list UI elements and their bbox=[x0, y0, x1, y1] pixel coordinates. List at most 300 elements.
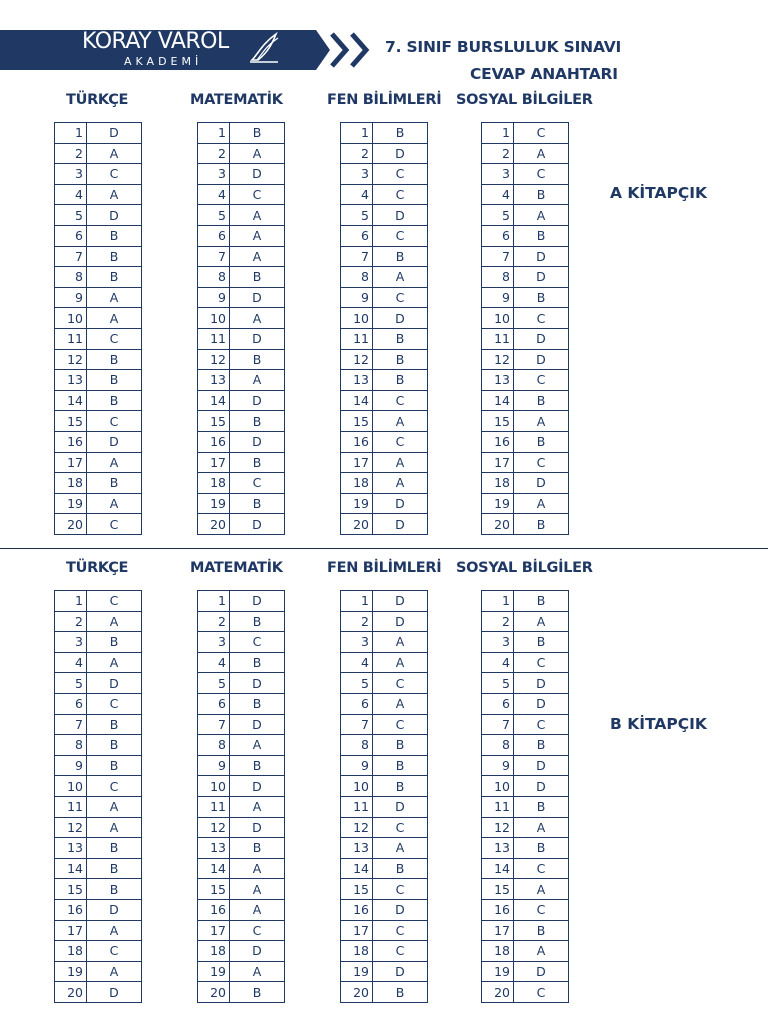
answer-cell: A bbox=[373, 838, 428, 859]
answer-cell: B bbox=[514, 632, 569, 653]
question-number: 16 bbox=[482, 899, 514, 920]
answer-cell: B bbox=[87, 390, 142, 411]
question-number: 5 bbox=[482, 673, 514, 694]
subject-heading-turkce: TÜRKÇE bbox=[66, 92, 129, 108]
table-row bbox=[198, 328, 285, 349]
question-number: 13 bbox=[482, 370, 514, 391]
answer-cell: D bbox=[87, 673, 142, 694]
table-row bbox=[341, 817, 428, 838]
answer-cell: B bbox=[87, 755, 142, 776]
answer-cell: A bbox=[514, 411, 569, 432]
answer-cell: D bbox=[230, 164, 285, 185]
table-row bbox=[341, 308, 428, 329]
table-row bbox=[55, 941, 142, 962]
question-number: 10 bbox=[55, 776, 87, 797]
table-row bbox=[198, 961, 285, 982]
table-row bbox=[55, 308, 142, 329]
question-number: 2 bbox=[55, 143, 87, 164]
answer-cell: C bbox=[373, 673, 428, 694]
table-row bbox=[482, 287, 569, 308]
answer-cell: B bbox=[230, 123, 285, 144]
double-chevron-icon bbox=[328, 30, 374, 70]
table-row bbox=[55, 735, 142, 756]
answer-cell: D bbox=[373, 205, 428, 226]
question-number: 15 bbox=[55, 879, 87, 900]
answer-cell: B bbox=[230, 611, 285, 632]
table-row bbox=[341, 514, 428, 535]
answer-cell: C bbox=[514, 370, 569, 391]
answer-cell: D bbox=[230, 776, 285, 797]
question-number: 14 bbox=[55, 858, 87, 879]
table-row bbox=[341, 493, 428, 514]
table-row bbox=[55, 920, 142, 941]
answer-cell: B bbox=[87, 370, 142, 391]
question-number: 11 bbox=[198, 796, 230, 817]
brand-subtitle: AKADEMİ bbox=[124, 55, 203, 68]
table-row bbox=[482, 899, 569, 920]
question-number: 9 bbox=[55, 755, 87, 776]
table-row bbox=[482, 514, 569, 535]
table-row bbox=[55, 390, 142, 411]
answer-cell: D bbox=[514, 961, 569, 982]
question-number: 15 bbox=[198, 411, 230, 432]
question-number: 5 bbox=[55, 673, 87, 694]
answer-cell: C bbox=[87, 693, 142, 714]
answer-cell: B bbox=[514, 184, 569, 205]
answer-cell: B bbox=[230, 267, 285, 288]
answer-cell: C bbox=[230, 184, 285, 205]
table-row bbox=[55, 796, 142, 817]
question-number: 17 bbox=[482, 452, 514, 473]
table-row bbox=[341, 858, 428, 879]
answer-cell: A bbox=[514, 817, 569, 838]
answer-cell: B bbox=[230, 652, 285, 673]
table-row bbox=[198, 205, 285, 226]
question-number: 12 bbox=[341, 349, 373, 370]
table-row bbox=[341, 205, 428, 226]
question-number: 3 bbox=[55, 164, 87, 185]
answer-cell: A bbox=[230, 225, 285, 246]
question-number: 1 bbox=[341, 591, 373, 612]
answer-cell: C bbox=[514, 652, 569, 673]
answer-cell: D bbox=[230, 514, 285, 535]
table-row bbox=[482, 611, 569, 632]
question-number: 18 bbox=[198, 941, 230, 962]
question-number: 7 bbox=[482, 714, 514, 735]
table-row bbox=[341, 735, 428, 756]
table-row bbox=[198, 652, 285, 673]
question-number: 5 bbox=[341, 205, 373, 226]
answer-cell: D bbox=[373, 611, 428, 632]
question-number: 16 bbox=[55, 899, 87, 920]
answer-cell: D bbox=[373, 591, 428, 612]
answer-cell: B bbox=[373, 328, 428, 349]
subject-heading-turkce: TÜRKÇE bbox=[66, 560, 129, 576]
table-row bbox=[341, 473, 428, 494]
answer-cell: C bbox=[373, 287, 428, 308]
answer-cell: C bbox=[514, 982, 569, 1003]
question-number: 1 bbox=[198, 591, 230, 612]
answer-cell: B bbox=[514, 735, 569, 756]
table-row bbox=[55, 961, 142, 982]
answer-cell: C bbox=[373, 164, 428, 185]
question-number: 2 bbox=[341, 611, 373, 632]
table-row bbox=[341, 632, 428, 653]
table-row bbox=[55, 411, 142, 432]
question-number: 6 bbox=[341, 693, 373, 714]
table-row bbox=[198, 611, 285, 632]
question-number: 14 bbox=[482, 390, 514, 411]
answer-cell: D bbox=[373, 143, 428, 164]
question-number: 3 bbox=[55, 632, 87, 653]
answer-cell: A bbox=[87, 652, 142, 673]
table-row bbox=[198, 591, 285, 612]
answer-cell: D bbox=[514, 349, 569, 370]
answer-cell: A bbox=[230, 858, 285, 879]
answer-cell: A bbox=[230, 899, 285, 920]
answer-cell: A bbox=[87, 493, 142, 514]
answer-cell: D bbox=[230, 941, 285, 962]
answer-cell: B bbox=[87, 246, 142, 267]
table-row bbox=[198, 143, 285, 164]
table-row bbox=[341, 287, 428, 308]
question-number: 1 bbox=[55, 123, 87, 144]
table-row bbox=[55, 349, 142, 370]
table-row bbox=[482, 591, 569, 612]
question-number: 12 bbox=[198, 349, 230, 370]
answer-cell: D bbox=[87, 205, 142, 226]
answer-cell: B bbox=[373, 123, 428, 144]
table-row bbox=[341, 714, 428, 735]
question-number: 19 bbox=[341, 493, 373, 514]
table-row bbox=[341, 899, 428, 920]
answer-cell: A bbox=[373, 473, 428, 494]
table-row bbox=[55, 164, 142, 185]
answer-cell: A bbox=[373, 452, 428, 473]
question-number: 13 bbox=[55, 838, 87, 859]
table-row bbox=[341, 225, 428, 246]
answer-cell: D bbox=[230, 817, 285, 838]
question-number: 4 bbox=[55, 184, 87, 205]
answer-cell: C bbox=[373, 390, 428, 411]
answer-cell: C bbox=[87, 941, 142, 962]
question-number: 3 bbox=[341, 164, 373, 185]
answer-cell: B bbox=[87, 225, 142, 246]
question-number: 8 bbox=[198, 735, 230, 756]
question-number: 6 bbox=[198, 225, 230, 246]
question-number: 14 bbox=[482, 858, 514, 879]
question-number: 15 bbox=[341, 411, 373, 432]
table-row bbox=[198, 246, 285, 267]
table-row bbox=[341, 328, 428, 349]
table-row bbox=[55, 225, 142, 246]
table-row bbox=[482, 473, 569, 494]
answer-cell: D bbox=[373, 514, 428, 535]
answer-cell: B bbox=[514, 591, 569, 612]
table-row bbox=[482, 982, 569, 1003]
question-number: 7 bbox=[198, 714, 230, 735]
answer-cell: C bbox=[87, 776, 142, 797]
question-number: 20 bbox=[198, 514, 230, 535]
answer-cell: C bbox=[514, 164, 569, 185]
table-row bbox=[55, 452, 142, 473]
question-number: 18 bbox=[55, 473, 87, 494]
table-row bbox=[482, 143, 569, 164]
answer-cell: C bbox=[514, 452, 569, 473]
answer-cell: B bbox=[373, 370, 428, 391]
table-row bbox=[198, 164, 285, 185]
question-number: 13 bbox=[198, 838, 230, 859]
question-number: 2 bbox=[482, 611, 514, 632]
question-number: 18 bbox=[482, 941, 514, 962]
question-number: 2 bbox=[482, 143, 514, 164]
table-row bbox=[482, 693, 569, 714]
question-number: 2 bbox=[198, 143, 230, 164]
question-number: 10 bbox=[482, 308, 514, 329]
page-title: 7. SINIF BURSLULUK SINAVI bbox=[385, 38, 622, 56]
question-number: 7 bbox=[482, 246, 514, 267]
question-number: 11 bbox=[482, 328, 514, 349]
table-row bbox=[55, 776, 142, 797]
answer-cell: B bbox=[514, 431, 569, 452]
table-row bbox=[341, 591, 428, 612]
answer-cell: D bbox=[514, 755, 569, 776]
question-number: 16 bbox=[198, 899, 230, 920]
answer-cell: A bbox=[373, 411, 428, 432]
answer-cell: D bbox=[514, 328, 569, 349]
table-row bbox=[198, 473, 285, 494]
answer-cell: A bbox=[373, 652, 428, 673]
answer-cell: C bbox=[230, 920, 285, 941]
answer-cell: C bbox=[373, 431, 428, 452]
table-row bbox=[55, 693, 142, 714]
table-row bbox=[198, 776, 285, 797]
table-row bbox=[341, 796, 428, 817]
answer-cell: A bbox=[514, 611, 569, 632]
table-row bbox=[482, 961, 569, 982]
table-row bbox=[482, 796, 569, 817]
question-number: 14 bbox=[198, 390, 230, 411]
question-number: 18 bbox=[341, 941, 373, 962]
question-number: 10 bbox=[198, 776, 230, 797]
question-number: 4 bbox=[198, 184, 230, 205]
question-number: 5 bbox=[482, 205, 514, 226]
answer-cell: A bbox=[230, 961, 285, 982]
table-row bbox=[198, 941, 285, 962]
question-number: 4 bbox=[341, 652, 373, 673]
table-row bbox=[198, 632, 285, 653]
answer-cell: A bbox=[514, 143, 569, 164]
question-number: 14 bbox=[341, 858, 373, 879]
subject-heading-matematik: MATEMATİK bbox=[190, 92, 283, 108]
table-row bbox=[55, 431, 142, 452]
question-number: 18 bbox=[482, 473, 514, 494]
subject-heading-fen: FEN BİLİMLERİ bbox=[327, 92, 442, 108]
answer-cell: C bbox=[87, 328, 142, 349]
table-row bbox=[55, 287, 142, 308]
answer-cell: D bbox=[373, 961, 428, 982]
table-row bbox=[55, 205, 142, 226]
answer-cell: B bbox=[87, 714, 142, 735]
answer-cell: D bbox=[87, 123, 142, 144]
table-row bbox=[198, 308, 285, 329]
table-row bbox=[482, 652, 569, 673]
answer-cell: A bbox=[87, 287, 142, 308]
answer-cell: B bbox=[373, 755, 428, 776]
table-row bbox=[482, 879, 569, 900]
answer-cell: A bbox=[514, 493, 569, 514]
answer-cell: D bbox=[230, 431, 285, 452]
question-number: 10 bbox=[482, 776, 514, 797]
table-row bbox=[341, 184, 428, 205]
answer-cell: D bbox=[514, 267, 569, 288]
answer-cell: B bbox=[514, 514, 569, 535]
answer-cell: B bbox=[514, 838, 569, 859]
question-number: 3 bbox=[482, 632, 514, 653]
answer-cell: C bbox=[514, 308, 569, 329]
answer-cell: D bbox=[230, 591, 285, 612]
table-row bbox=[198, 879, 285, 900]
answer-cell: A bbox=[373, 632, 428, 653]
table-row bbox=[341, 776, 428, 797]
table-row bbox=[341, 349, 428, 370]
question-number: 20 bbox=[341, 982, 373, 1003]
question-number: 19 bbox=[341, 961, 373, 982]
answer-cell: C bbox=[87, 591, 142, 612]
table-row bbox=[482, 370, 569, 391]
table-row bbox=[198, 899, 285, 920]
question-number: 4 bbox=[482, 184, 514, 205]
table-row bbox=[341, 755, 428, 776]
answer-cell: A bbox=[514, 941, 569, 962]
question-number: 13 bbox=[55, 370, 87, 391]
table-row bbox=[55, 123, 142, 144]
question-number: 12 bbox=[55, 349, 87, 370]
answer-cell: A bbox=[87, 817, 142, 838]
table-row bbox=[482, 123, 569, 144]
answer-cell: A bbox=[87, 184, 142, 205]
answer-cell: C bbox=[87, 411, 142, 432]
question-number: 8 bbox=[198, 267, 230, 288]
question-number: 4 bbox=[482, 652, 514, 673]
table-row bbox=[198, 858, 285, 879]
question-number: 13 bbox=[341, 838, 373, 859]
question-number: 11 bbox=[341, 328, 373, 349]
table-row bbox=[198, 693, 285, 714]
table-row bbox=[55, 879, 142, 900]
table-row bbox=[55, 267, 142, 288]
table-row bbox=[482, 205, 569, 226]
question-number: 3 bbox=[198, 164, 230, 185]
answer-cell: B bbox=[230, 755, 285, 776]
question-number: 9 bbox=[198, 287, 230, 308]
table-row bbox=[482, 390, 569, 411]
answer-cell: C bbox=[514, 899, 569, 920]
table-row bbox=[482, 632, 569, 653]
table-row bbox=[198, 184, 285, 205]
table-row bbox=[55, 899, 142, 920]
table-row bbox=[55, 817, 142, 838]
answer-cell: C bbox=[514, 714, 569, 735]
table-row bbox=[198, 514, 285, 535]
question-number: 17 bbox=[341, 920, 373, 941]
answer-cell: B bbox=[514, 225, 569, 246]
question-number: 20 bbox=[55, 514, 87, 535]
answer-cell: B bbox=[87, 349, 142, 370]
question-number: 2 bbox=[198, 611, 230, 632]
answer-cell: A bbox=[514, 205, 569, 226]
answer-table-b-turkce bbox=[54, 590, 142, 1003]
answer-cell: D bbox=[514, 473, 569, 494]
answer-cell: C bbox=[373, 225, 428, 246]
question-number: 3 bbox=[341, 632, 373, 653]
question-number: 10 bbox=[341, 776, 373, 797]
question-number: 5 bbox=[198, 205, 230, 226]
question-number: 8 bbox=[482, 267, 514, 288]
answer-cell: C bbox=[373, 941, 428, 962]
question-number: 19 bbox=[55, 961, 87, 982]
answer-cell: B bbox=[373, 349, 428, 370]
table-row bbox=[482, 776, 569, 797]
table-row bbox=[198, 982, 285, 1003]
answer-cell: B bbox=[230, 693, 285, 714]
subject-heading-matematik: MATEMATİK bbox=[190, 560, 283, 576]
answer-cell: D bbox=[514, 693, 569, 714]
question-number: 9 bbox=[482, 755, 514, 776]
answer-cell: B bbox=[230, 838, 285, 859]
answer-cell: D bbox=[514, 246, 569, 267]
table-row bbox=[482, 328, 569, 349]
answer-cell: C bbox=[230, 473, 285, 494]
answer-cell: D bbox=[230, 287, 285, 308]
question-number: 1 bbox=[482, 123, 514, 144]
question-number: 17 bbox=[198, 452, 230, 473]
table-row bbox=[482, 735, 569, 756]
table-row bbox=[198, 390, 285, 411]
table-row bbox=[198, 452, 285, 473]
question-number: 19 bbox=[198, 493, 230, 514]
table-row bbox=[341, 920, 428, 941]
answer-cell: B bbox=[87, 838, 142, 859]
table-row bbox=[198, 225, 285, 246]
brand-name: KORAY VAROL bbox=[82, 29, 229, 54]
question-number: 1 bbox=[482, 591, 514, 612]
question-number: 9 bbox=[341, 287, 373, 308]
table-row bbox=[55, 246, 142, 267]
answer-cell: D bbox=[514, 776, 569, 797]
table-row bbox=[55, 632, 142, 653]
table-row bbox=[55, 143, 142, 164]
question-number: 5 bbox=[341, 673, 373, 694]
answer-cell: B bbox=[87, 735, 142, 756]
answer-cell: B bbox=[230, 452, 285, 473]
question-number: 9 bbox=[341, 755, 373, 776]
question-number: 6 bbox=[198, 693, 230, 714]
question-number: 12 bbox=[198, 817, 230, 838]
table-row bbox=[341, 452, 428, 473]
question-number: 6 bbox=[482, 225, 514, 246]
question-number: 14 bbox=[341, 390, 373, 411]
table-row bbox=[55, 514, 142, 535]
answer-cell: A bbox=[87, 920, 142, 941]
answer-cell: B bbox=[514, 796, 569, 817]
question-number: 8 bbox=[55, 735, 87, 756]
question-number: 4 bbox=[55, 652, 87, 673]
answer-cell: A bbox=[87, 308, 142, 329]
answer-cell: C bbox=[373, 184, 428, 205]
table-row bbox=[55, 328, 142, 349]
book-feather-logo-icon bbox=[248, 30, 282, 66]
